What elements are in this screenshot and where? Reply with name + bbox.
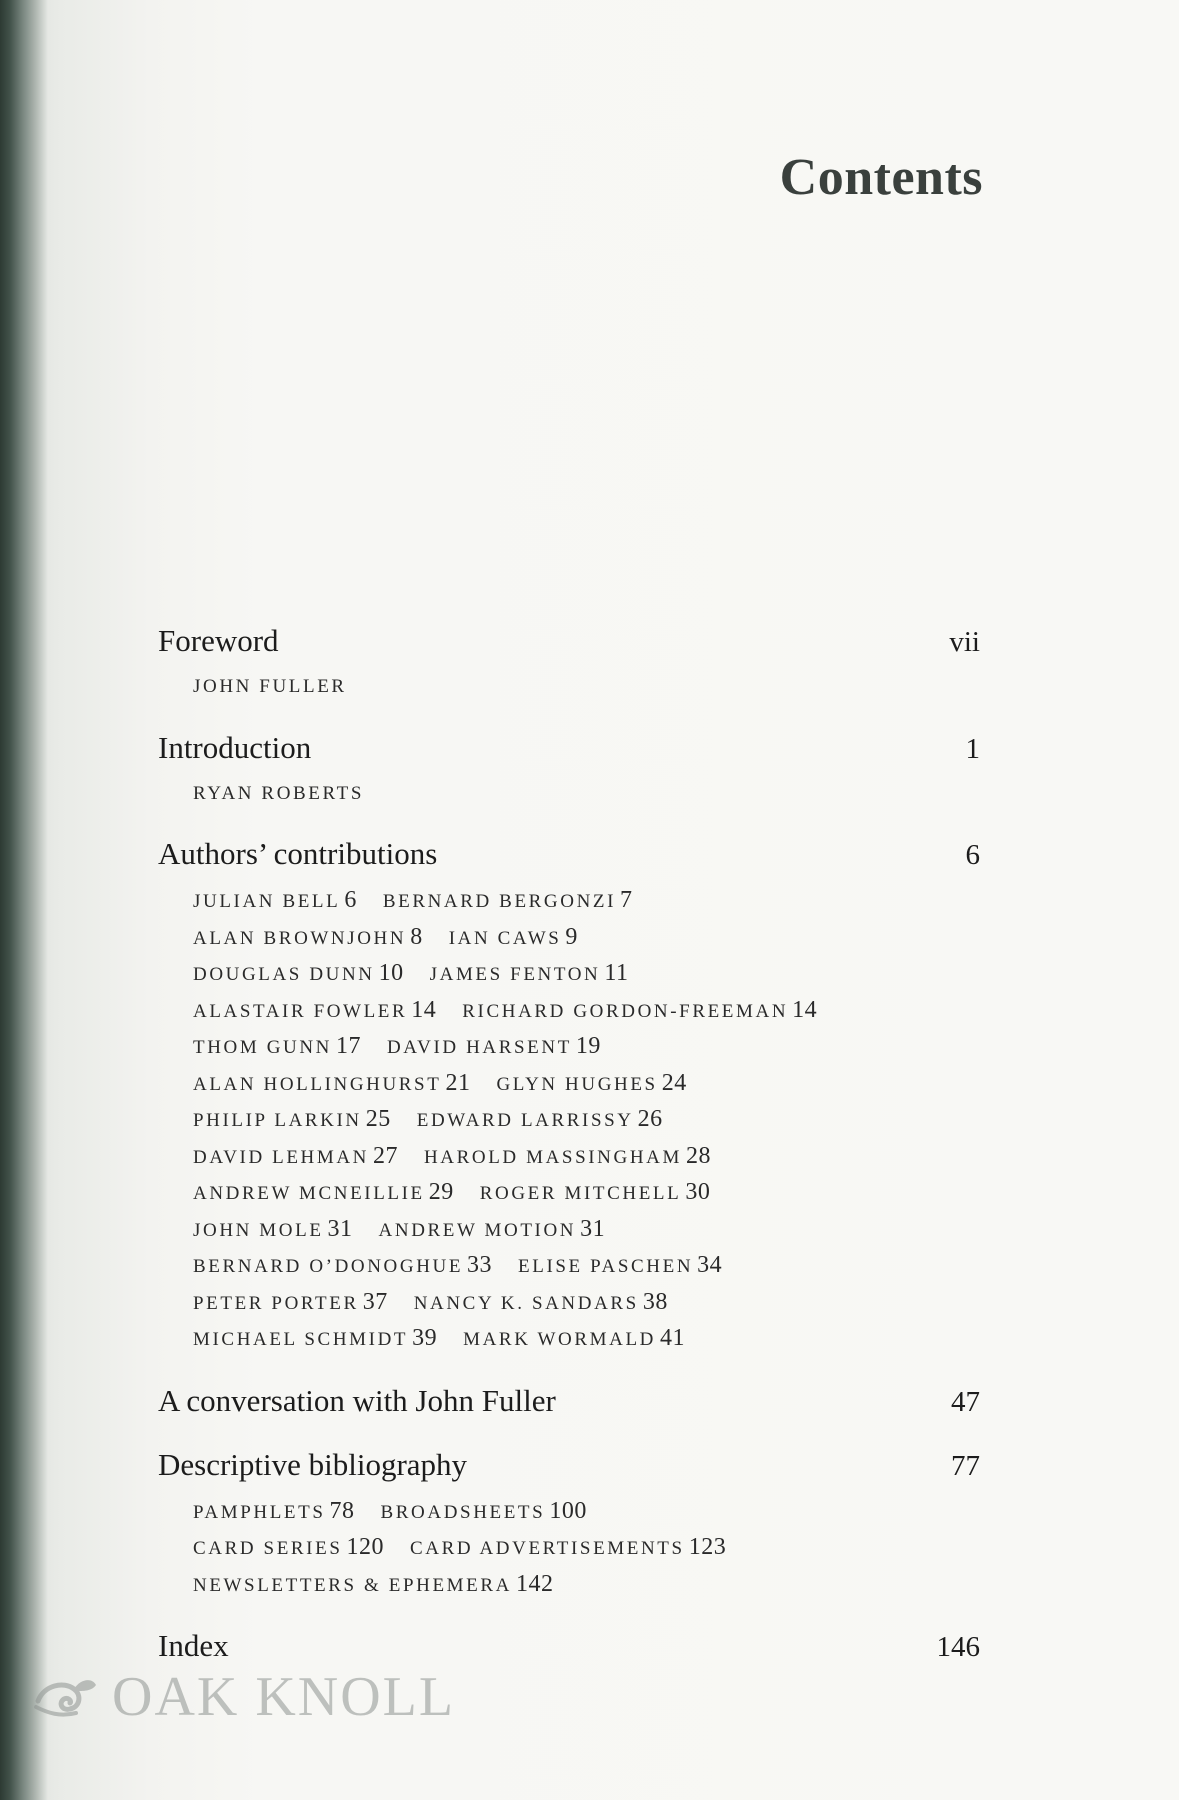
toc-sub-name: PETER PORTER bbox=[193, 1292, 359, 1314]
toc-entry-page: 77 bbox=[951, 1449, 980, 1482]
toc-sub-name: CARD SERIES bbox=[193, 1538, 343, 1559]
toc-sub-page: 19 bbox=[575, 1033, 601, 1059]
toc-sub-line bbox=[193, 1139, 980, 1176]
toc-sub-name: RICHARD GORDON-FREEMAN bbox=[462, 1000, 789, 1022]
toc-sub-line bbox=[193, 1102, 980, 1139]
toc-sub-line bbox=[193, 956, 980, 993]
toc-sub-page: 9 bbox=[565, 923, 578, 950]
toc-sub-page: 39 bbox=[412, 1325, 438, 1351]
toc-sub-name: ALASTAIR FOWLER bbox=[193, 1000, 408, 1022]
toc-entry bbox=[158, 1380, 980, 1422]
toc-sub-name: BROADSHEETS bbox=[380, 1501, 546, 1523]
toc-sub-name: THOM GUNN bbox=[193, 1037, 332, 1058]
toc-sub-name: PAMPHLETS bbox=[193, 1501, 326, 1523]
binding-shadow bbox=[0, 0, 48, 1800]
toc-entry-title: Authors’ contributions bbox=[158, 836, 438, 871]
toc-entry-page: 146 bbox=[936, 1631, 980, 1663]
toc-sub-name: BERNARD BERGONZI bbox=[382, 891, 617, 912]
toc-sub-page: 31 bbox=[327, 1215, 353, 1242]
page-title: Contents bbox=[779, 149, 983, 206]
toc-entry-title: A conversation with John Fuller bbox=[158, 1382, 556, 1418]
toc-sub-page: 142 bbox=[515, 1570, 554, 1597]
toc-sub-line bbox=[193, 1321, 980, 1358]
toc-sub-line bbox=[193, 993, 980, 1030]
toc-sub-page: 41 bbox=[660, 1325, 685, 1351]
toc-sub-page: 8 bbox=[410, 923, 423, 950]
toc-sub-page: 29 bbox=[428, 1179, 454, 1205]
toc-sub-page: 10 bbox=[378, 960, 404, 986]
toc-entry bbox=[158, 620, 980, 662]
toc-sub-line bbox=[193, 1066, 980, 1103]
toc-sub-name: DOUGLAS DUNN bbox=[193, 964, 375, 985]
toc-sub-page: 33 bbox=[467, 1252, 493, 1278]
toc-sub-name: CARD ADVERTISEMENTS bbox=[409, 1538, 685, 1559]
toc-sub-line bbox=[193, 1530, 980, 1567]
toc-sub-page: 28 bbox=[685, 1142, 711, 1169]
toc-entry-page: 47 bbox=[951, 1385, 980, 1418]
toc-entry-title: Introduction bbox=[158, 729, 312, 765]
toc-sub-page: 38 bbox=[642, 1288, 668, 1315]
toc-sub-line bbox=[193, 777, 980, 812]
toc-sub-page: 31 bbox=[580, 1215, 606, 1242]
toc-sub-name: JAMES FENTON bbox=[429, 964, 601, 985]
toc-sub-line bbox=[193, 1567, 980, 1604]
watermark bbox=[30, 1665, 455, 1729]
toc-sub-line bbox=[193, 883, 980, 920]
toc-sub-line bbox=[193, 1029, 980, 1066]
toc-sub-name: ALAN HOLLINGHURST bbox=[193, 1073, 442, 1095]
toc-sub-name: JULIAN BELL bbox=[193, 891, 341, 912]
toc-sub-name: BERNARD O’DONOGHUE bbox=[193, 1256, 464, 1277]
toc-sub-name: JOHN FULLER bbox=[193, 676, 347, 697]
toc-sub-line bbox=[193, 1494, 980, 1531]
toc-sub-line bbox=[193, 1248, 980, 1285]
toc-sub-name: ANDREW MCNEILLIE bbox=[193, 1183, 425, 1204]
toc-sub-name: ALAN BROWNJOHN bbox=[193, 927, 407, 949]
toc-sub-page: 25 bbox=[365, 1106, 391, 1132]
oak-knoll-logo-icon bbox=[30, 1667, 100, 1727]
toc-entry-page: vii bbox=[949, 626, 980, 658]
toc-entry bbox=[158, 833, 980, 875]
toc-sub-line bbox=[193, 670, 980, 705]
toc-entry bbox=[158, 1444, 980, 1486]
toc-sub-page: 100 bbox=[549, 1497, 587, 1524]
toc-sub-page: 6 bbox=[344, 887, 357, 913]
toc-sub-page: 78 bbox=[329, 1497, 355, 1524]
toc-sub-name: DAVID LEHMAN bbox=[193, 1146, 369, 1168]
toc-sub-name: HAROLD MASSINGHAM bbox=[423, 1146, 682, 1168]
toc-sub-page: 14 bbox=[792, 996, 818, 1023]
toc-entry bbox=[158, 727, 980, 769]
toc-entry-page: 1 bbox=[965, 732, 980, 765]
toc-sub-name: EDWARD LARRISSY bbox=[416, 1110, 634, 1131]
toc-sub-line bbox=[193, 1175, 980, 1212]
toc-entry-title: Descriptive bibliography bbox=[158, 1446, 468, 1482]
toc-sub-name: DAVID HARSENT bbox=[386, 1037, 572, 1058]
toc-entry-title: Foreword bbox=[158, 623, 279, 658]
toc-sub-line bbox=[193, 920, 980, 957]
toc-sub-line bbox=[193, 1212, 980, 1249]
toc-entry-page: 6 bbox=[965, 839, 980, 871]
toc-sub-page: 7 bbox=[620, 887, 633, 913]
toc-sub-name: GLYN HUGHES bbox=[496, 1073, 658, 1095]
toc-sub-name: JOHN MOLE bbox=[193, 1219, 324, 1241]
toc-sub-page: 123 bbox=[688, 1534, 727, 1560]
toc-sub-page: 27 bbox=[372, 1142, 398, 1169]
toc-sub-name: NANCY K. SANDARS bbox=[413, 1292, 639, 1314]
toc-entry-title: Index bbox=[158, 1628, 229, 1663]
toc-sub-name: ELISE PASCHEN bbox=[518, 1256, 694, 1277]
toc-sub-page: 30 bbox=[685, 1179, 711, 1205]
toc-sub-name: MICHAEL SCHMIDT bbox=[193, 1329, 409, 1350]
toc-sub-name: PHILIP LARKIN bbox=[193, 1110, 362, 1131]
toc-sub-line bbox=[193, 1285, 980, 1322]
table-of-contents bbox=[158, 620, 980, 1689]
toc-entry bbox=[158, 1625, 980, 1667]
toc-sub-page: 34 bbox=[697, 1252, 723, 1278]
toc-sub-page: 21 bbox=[445, 1069, 471, 1096]
toc-sub-page: 24 bbox=[661, 1069, 687, 1096]
toc-sub-name: NEWSLETTERS & EPHEMERA bbox=[193, 1574, 512, 1596]
toc-sub-page: 37 bbox=[362, 1288, 388, 1315]
watermark-text: OAK KNOLL bbox=[112, 1666, 456, 1728]
toc-sub-page: 120 bbox=[346, 1534, 384, 1560]
toc-sub-name: MARK WORMALD bbox=[463, 1329, 656, 1350]
toc-sub-name: IAN CAWS bbox=[448, 927, 562, 949]
toc-sub-page: 14 bbox=[411, 996, 437, 1023]
toc-sub-page: 17 bbox=[335, 1033, 361, 1059]
toc-sub-page: 26 bbox=[637, 1106, 663, 1132]
toc-sub-name: RYAN ROBERTS bbox=[193, 782, 365, 804]
toc-sub-name: ANDREW MOTION bbox=[378, 1219, 577, 1241]
toc-sub-page: 11 bbox=[604, 960, 629, 986]
toc-sub-name: ROGER MITCHELL bbox=[479, 1183, 682, 1204]
